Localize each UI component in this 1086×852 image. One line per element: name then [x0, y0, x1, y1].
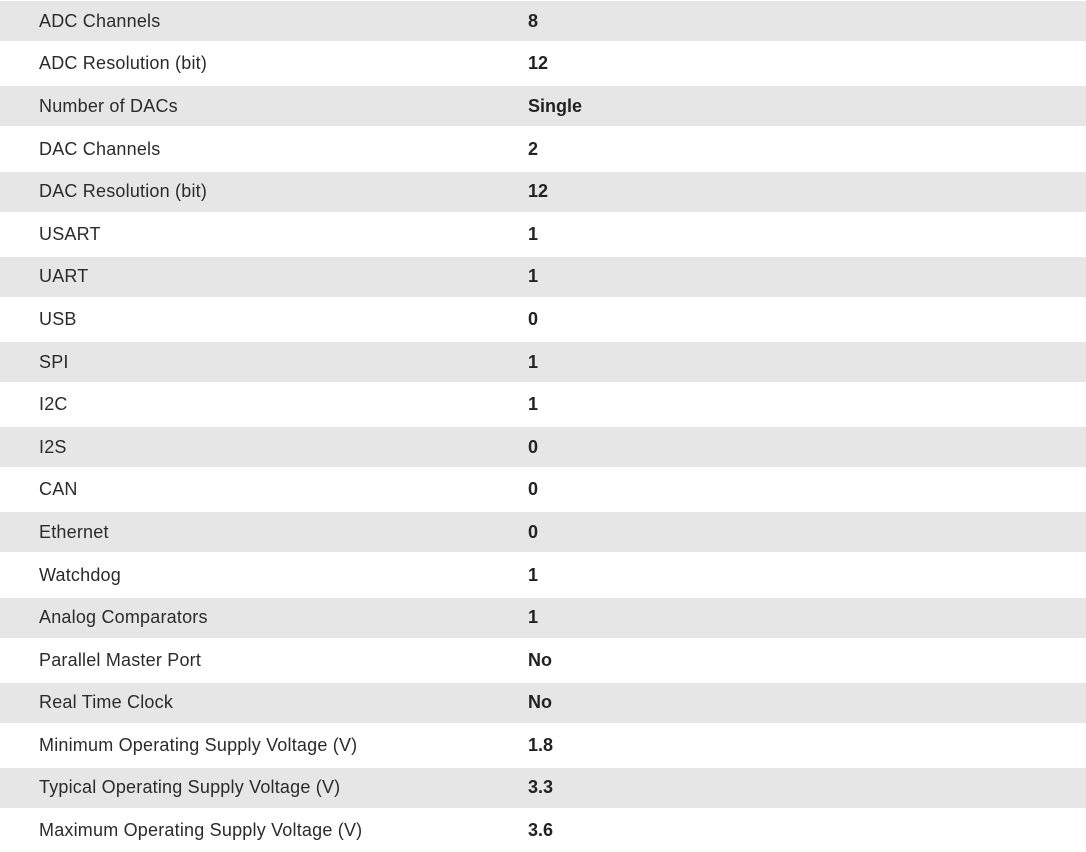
row-label: Number of DACs: [39, 95, 178, 116]
row-label: SPI: [39, 351, 69, 372]
row-value: 1: [528, 266, 539, 287]
table-row: [0, 383, 1086, 426]
table-row: [0, 554, 1086, 597]
row-label: Maximum Operating Supply Voltage (V): [39, 820, 363, 841]
table-row: [0, 257, 1086, 297]
row-value: 12: [528, 53, 549, 74]
spec-table: [0, 1, 1086, 852]
table-row: [0, 724, 1086, 767]
table-row: [0, 86, 1086, 126]
row-value: 1: [528, 394, 539, 415]
row-value: 1: [528, 564, 539, 585]
row-value: 0: [528, 308, 539, 329]
table-row: [0, 469, 1086, 512]
table-row: [0, 809, 1086, 852]
table-row: [0, 768, 1086, 808]
row-value: 12: [528, 181, 549, 202]
row-value: 0: [528, 521, 539, 542]
row-label: UART: [39, 266, 89, 287]
row-value: 1.8: [528, 734, 554, 755]
row-value: 0: [528, 436, 539, 457]
table-row: [0, 213, 1086, 256]
table-row: [0, 598, 1086, 638]
row-value: No: [528, 692, 552, 713]
row-label: Analog Comparators: [39, 607, 208, 628]
row-value: No: [528, 649, 552, 670]
row-label: CAN: [39, 479, 78, 500]
row-value: 2: [528, 138, 539, 159]
row-label: ADC Resolution (bit): [39, 53, 208, 74]
row-label: Real Time Clock: [39, 692, 174, 713]
table-row: [0, 427, 1086, 467]
row-value: Single: [528, 95, 583, 116]
table-row: [0, 683, 1086, 723]
row-label: Minimum Operating Supply Voltage (V): [39, 734, 358, 755]
row-label: Parallel Master Port: [39, 649, 202, 670]
row-label: ADC Channels: [39, 10, 161, 31]
row-value: 0: [528, 479, 539, 500]
table-row: [0, 639, 1086, 682]
row-label: Watchdog: [39, 564, 121, 585]
table-row: [0, 342, 1086, 382]
table-row: [0, 172, 1086, 212]
row-value: 1: [528, 351, 539, 372]
row-value: 3.6: [528, 820, 554, 841]
row-label: I2C: [39, 394, 68, 415]
row-value: 3.3: [528, 777, 554, 798]
table-row: [0, 298, 1086, 341]
row-value: 1: [528, 223, 539, 244]
row-label: Ethernet: [39, 521, 109, 542]
row-value: 1: [528, 607, 539, 628]
row-label: I2S: [39, 436, 67, 457]
row-label: DAC Resolution (bit): [39, 181, 208, 202]
table-row: [0, 1, 1086, 41]
row-label: Typical Operating Supply Voltage (V): [39, 777, 341, 798]
row-label: USB: [39, 308, 77, 329]
row-label: DAC Channels: [39, 138, 161, 159]
table-row: [0, 128, 1086, 171]
row-label: USART: [39, 223, 101, 244]
row-value: 8: [528, 10, 539, 31]
table-row: [0, 512, 1086, 552]
table-row: [0, 43, 1086, 86]
